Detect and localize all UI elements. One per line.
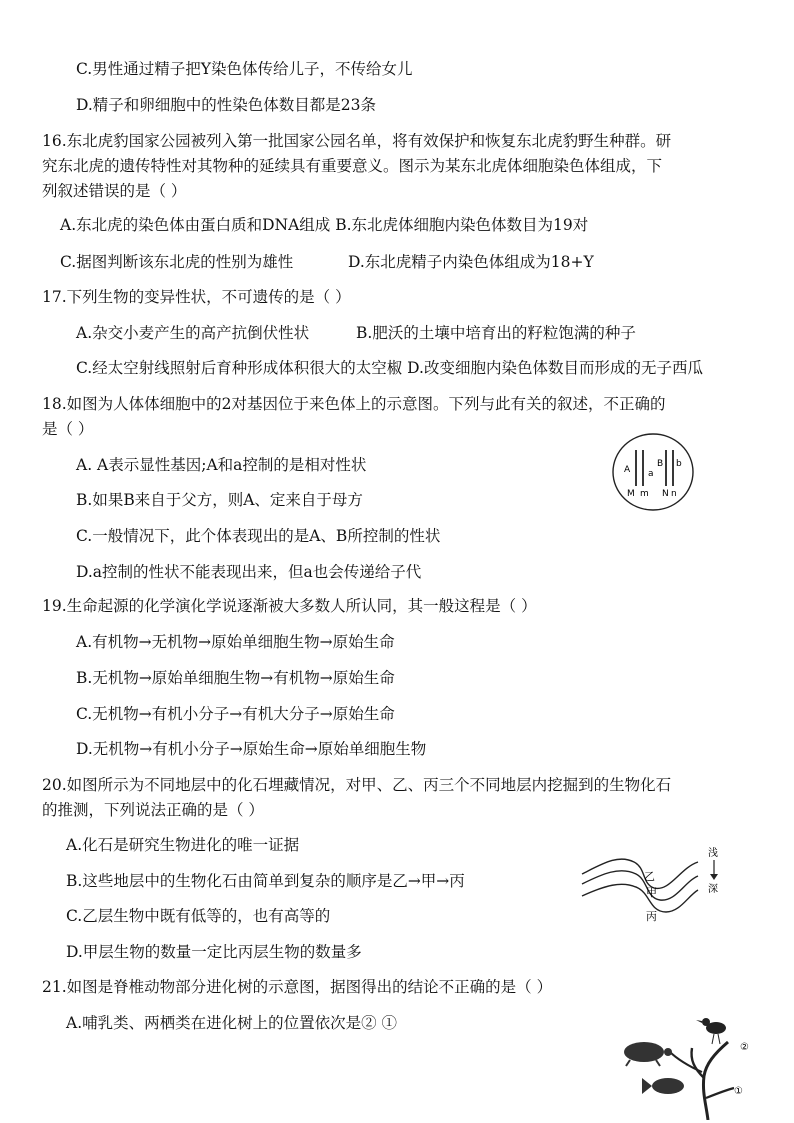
stratum-label: 乙 xyxy=(644,870,655,883)
question-16-stem: 16.东北虎豹国家公园被列入第一批国家公园名单，将有效保护和恢复东北虎豹野生种群。研 xyxy=(42,132,672,150)
option-19a: A.有机物→无机物→原始单细胞生物→原始生命 xyxy=(76,633,395,651)
option-18a: A. A表示显性基因;A和a控制的是相对性状 xyxy=(76,456,367,474)
option-18d: D.a控制的性状不能表现出来，但a也会传递给子代 xyxy=(76,563,422,581)
tree-branch xyxy=(692,1048,705,1078)
option-16c: C.据图判断该东北虎的性别为雄性 xyxy=(60,253,294,271)
depth-label-bottom: 深 xyxy=(708,884,718,895)
depth-arrow-icon xyxy=(710,874,718,880)
gene-label: a xyxy=(648,469,654,479)
option-19d: D.无机物→有机小分子→原始生命→原始单细胞生物 xyxy=(76,740,427,758)
option-20a: A.化石是研究生物进化的唯一证据 xyxy=(66,836,300,854)
gene-label: N xyxy=(662,489,669,499)
option-18b: B.如果B来自于父方，则A、定来自于母方 xyxy=(76,491,363,509)
option-19c: C.无机物→有机小分子→有机大分子→原始生命 xyxy=(76,705,395,723)
option-16ab: A.东北虎的染色体由蛋白质和DNA组成 B.东北虎体细胞内染色体数目为19对 xyxy=(60,216,589,234)
stratum-boundary xyxy=(582,871,698,900)
option-20c: C.乙层生物中既有低等的，也有高等的 xyxy=(66,907,331,925)
branch-label: ② xyxy=(740,1042,749,1053)
option-18c: C.一般情况下，此个体表现出的是A、B所控制的性状 xyxy=(76,527,441,545)
turtle-icon xyxy=(624,1042,672,1066)
depth-label-top: 浅 xyxy=(708,848,718,859)
chromosome-figure xyxy=(610,432,696,512)
option-20b: B.这些地层中的生物化石由简单到复杂的顺序是乙→甲→丙 xyxy=(66,872,465,890)
question-20-stem: 20.如图所示为不同地层中的化石埋藏情况，对甲、乙、丙三个不同地层内挖掘到的生物化石 xyxy=(42,776,672,794)
gene-label: M xyxy=(627,489,635,499)
tree-trunk xyxy=(703,1042,728,1120)
question-16-stem: 列叙述错误的是（ ） xyxy=(42,182,187,200)
option-19b: B.无机物→原始单细胞生物→有机物→原始生命 xyxy=(76,669,395,687)
evolution-tree-figure xyxy=(612,1008,752,1120)
question-18-stem: 18.如图为人体体细胞中的2对基因位于来色体上的示意图。下列与此有关的叙述，不正确的 xyxy=(42,395,666,413)
option-16d: D.东北虎精子内染色体组成为18+Y xyxy=(348,253,594,271)
option-17b: B.肥沃的土壤中培育出的籽粒饱满的种子 xyxy=(356,324,636,342)
bird-icon xyxy=(696,1018,726,1044)
question-21-stem: 21.如图是脊椎动物部分进化树的示意图，据图得出的结论不正确的是（ ） xyxy=(42,978,553,996)
strata-figure xyxy=(580,842,730,924)
option-15c: C.男性通过精子把Y染色体传给儿子，不传给女儿 xyxy=(76,60,413,78)
tree-branch xyxy=(706,1088,734,1098)
stratum-label: 甲 xyxy=(646,886,657,899)
stratum-boundary xyxy=(582,884,698,912)
gene-label: A xyxy=(624,465,631,475)
option-21a: A.哺乳类、两栖类在进化树上的位置依次是② ① xyxy=(66,1014,398,1032)
question-16-stem: 究东北虎的遗传特性对其物种的延续具有重要意义。图示为某东北虎体细胞染色体组成，下 xyxy=(42,157,663,175)
option-17cd: C.经太空射线照射后育种形成体积很大的太空椒 D.改变细胞内染色体数目而形成的无子西瓜 xyxy=(76,359,703,377)
fish-icon xyxy=(642,1078,684,1094)
stratum-boundary xyxy=(582,859,698,888)
option-20d: D.甲层生物的数量一定比丙层生物的数量多 xyxy=(66,943,362,961)
gene-label: b xyxy=(676,459,682,469)
question-20-stem: 的推测，下列说法正确的是（ ） xyxy=(42,801,264,819)
branch-label: ① xyxy=(734,1086,743,1097)
gene-label: n xyxy=(671,489,677,499)
gene-label: B xyxy=(657,459,664,469)
question-19-stem: 19.生命起源的化学演化学说逐渐被大多数人所认同，其一般这程是（ ） xyxy=(42,597,537,615)
option-17a: A.杂交小麦产生的高产抗倒伏性状 xyxy=(76,324,310,342)
gene-label: m xyxy=(640,489,649,499)
stratum-label: 丙 xyxy=(646,910,657,923)
option-15d: D.精子和卵细胞中的性染色体数目都是23条 xyxy=(76,96,377,114)
question-17-stem: 17.下列生物的变异性状，不可遗传的是（ ） xyxy=(42,288,351,306)
question-18-stem: 是（ ） xyxy=(42,420,94,438)
tree-branch xyxy=(670,1052,702,1072)
